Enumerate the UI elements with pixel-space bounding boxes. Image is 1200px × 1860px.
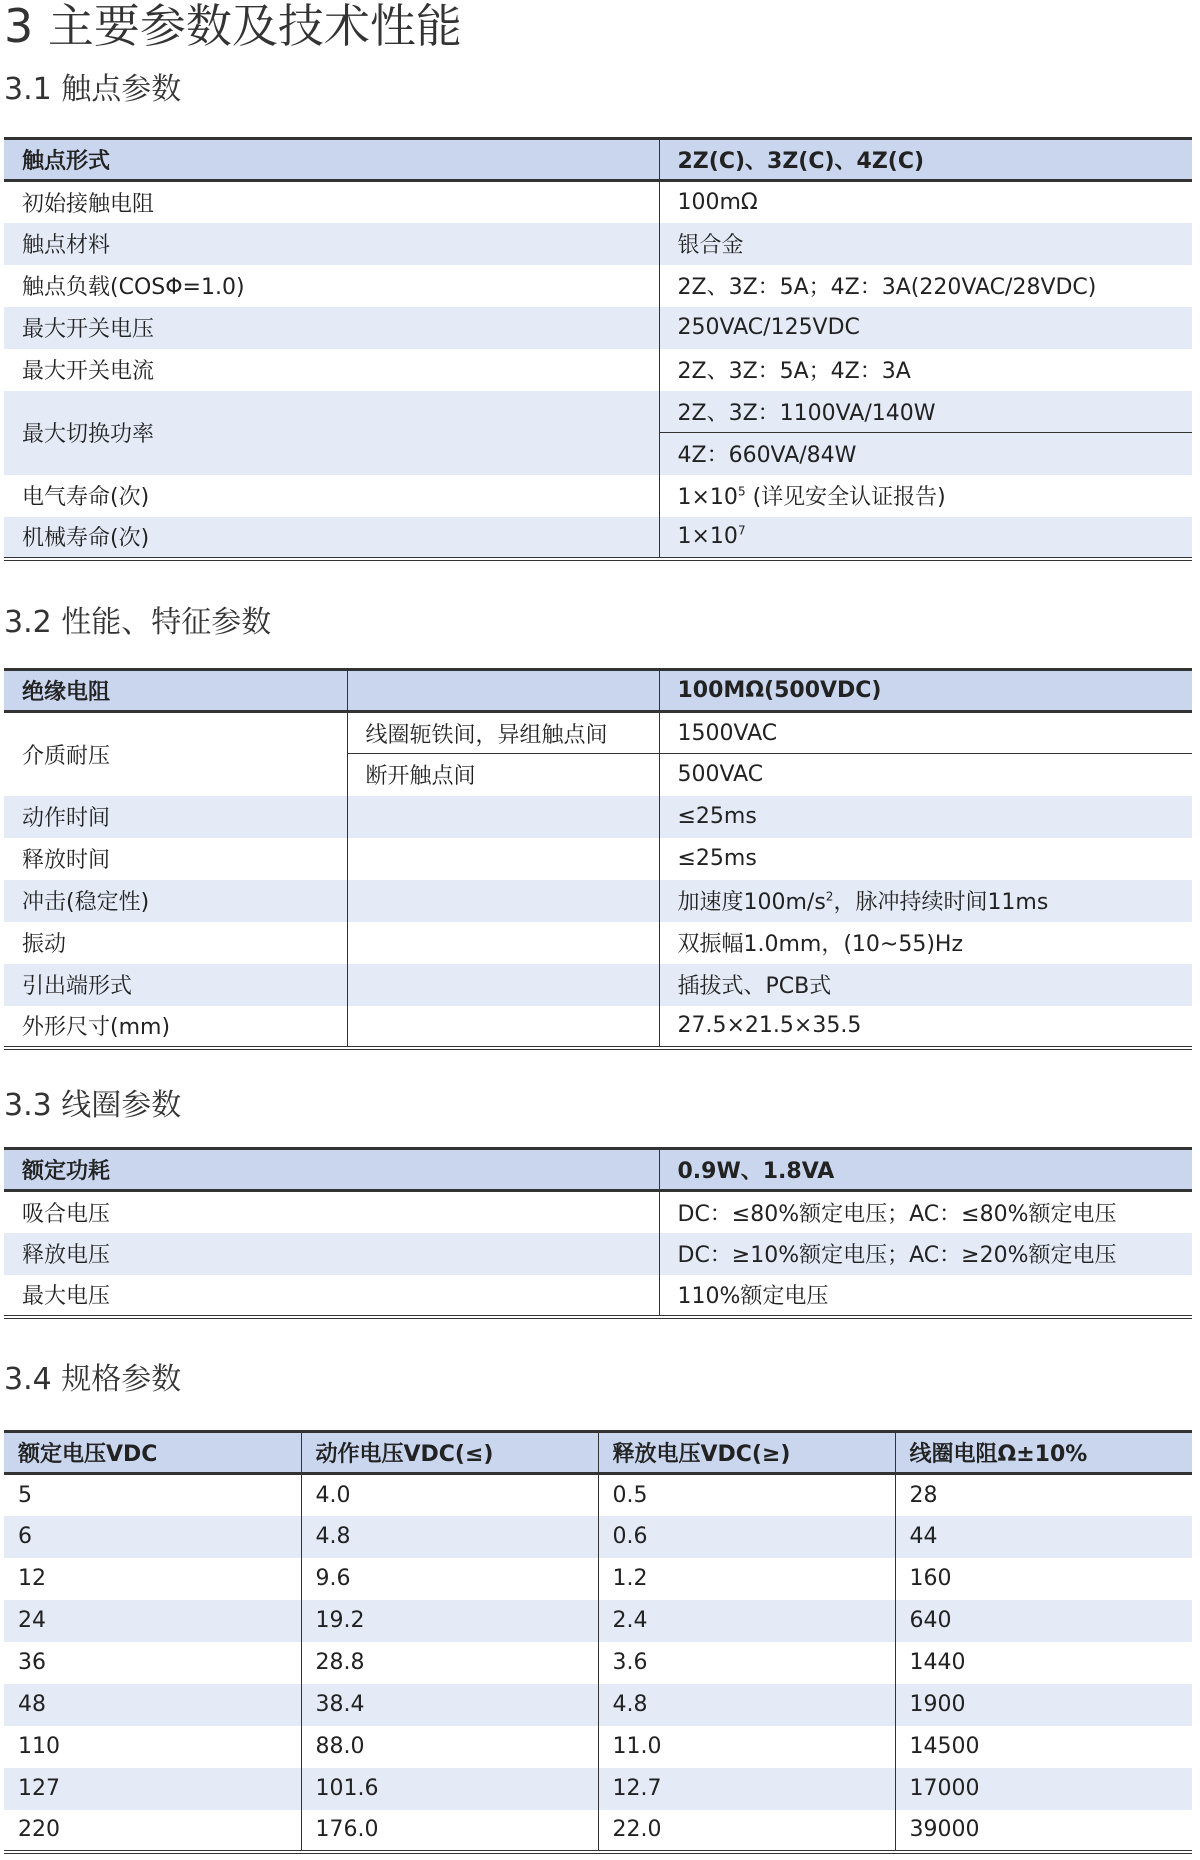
param-sublabel: [347, 796, 659, 838]
value-base: 加速度100m/s: [677, 890, 826, 915]
param-value: 4Z：660VA/84W: [659, 433, 1192, 475]
param-value: [659, 517, 1192, 559]
table-row: [4, 1275, 1192, 1317]
table-row: [4, 1642, 1192, 1684]
table-cell: 101.6: [301, 1768, 598, 1810]
table-cell: 110: [4, 1726, 301, 1768]
param-value: 500VAC: [659, 754, 1192, 796]
value-exponent: 5: [737, 484, 746, 499]
table-row: [4, 307, 1192, 349]
table-cell: 1.2: [598, 1558, 895, 1600]
table-row: [4, 1768, 1192, 1810]
value-exponent: 2: [825, 889, 834, 904]
table-row: [4, 796, 1192, 838]
param-value: 250VAC/125VDC: [659, 307, 1192, 349]
table-cell: 38.4: [301, 1684, 598, 1726]
header-cell: 动作电压VDC(≤): [301, 1432, 598, 1474]
table-row: [4, 712, 1192, 754]
param-value: ≤25ms: [659, 838, 1192, 880]
table-header-row: [4, 670, 1192, 712]
table-cell: 176.0: [301, 1810, 598, 1852]
table-cell: 11.0: [598, 1726, 895, 1768]
table-cell: 17000: [895, 1768, 1192, 1810]
value-note: ，脉冲持续时间11ms: [833, 890, 1049, 915]
param-sublabel: 线圈轭铁间，异组触点间: [347, 712, 659, 754]
table-cell: 4.8: [301, 1516, 598, 1558]
page-title: 3 主要参数及技术性能: [4, 0, 462, 53]
table-row: [4, 1233, 1192, 1275]
table-row: [4, 1600, 1192, 1642]
param-value: [659, 880, 1192, 922]
table-cell: 4.0: [301, 1474, 598, 1516]
performance-params-table: [4, 668, 1192, 1050]
header-cell: [347, 670, 659, 712]
param-value: DC：≤80%额定电压；AC：≤80%额定电压: [659, 1191, 1192, 1233]
table-row: [4, 349, 1192, 391]
value-exponent: 7: [737, 523, 746, 538]
table-cell: 44: [895, 1516, 1192, 1558]
section-title-performance: 3.2 性能、特征参数: [4, 605, 272, 640]
table-header-row: [4, 1432, 1192, 1474]
param-label: 触点材料: [4, 223, 659, 265]
table-row: [4, 964, 1192, 1006]
param-label: 初始接触电阻: [4, 181, 659, 223]
table-cell: 22.0: [598, 1810, 895, 1852]
param-sublabel: [347, 922, 659, 964]
table-row: [4, 838, 1192, 880]
table-row: [4, 1191, 1192, 1233]
header-cell: 2Z(C)、3Z(C)、4Z(C): [659, 139, 1192, 181]
table-cell: 220: [4, 1810, 301, 1852]
param-label: 动作时间: [4, 796, 347, 838]
param-value: 2Z、3Z：5A；4Z：3A: [659, 349, 1192, 391]
param-sublabel: [347, 838, 659, 880]
table-cell: 36: [4, 1642, 301, 1684]
table-row: [4, 391, 1192, 433]
param-value: 27.5×21.5×35.5: [659, 1006, 1192, 1048]
param-label: 释放时间: [4, 838, 347, 880]
param-value: 100mΩ: [659, 181, 1192, 223]
param-label: 引出端形式: [4, 964, 347, 1006]
table-row: [4, 181, 1192, 223]
param-label: 触点负载(COSΦ=1.0): [4, 265, 659, 307]
table-cell: 3.6: [598, 1642, 895, 1684]
param-label: 最大开关电流: [4, 349, 659, 391]
table-cell: 12.7: [598, 1768, 895, 1810]
param-value: 插拔式、PCB式: [659, 964, 1192, 1006]
table-header-row: [4, 139, 1192, 181]
param-value: [659, 475, 1192, 517]
param-label: 振动: [4, 922, 347, 964]
table-row: [4, 1558, 1192, 1600]
header-cell: 0.9W、1.8VA: [659, 1149, 1192, 1191]
section-title-coil: 3.3 线圈参数: [4, 1088, 182, 1123]
table-cell: 48: [4, 1684, 301, 1726]
section-title-specs: 3.4 规格参数: [4, 1362, 182, 1397]
param-label: 机械寿命(次): [4, 517, 659, 559]
table-cell: 24: [4, 1600, 301, 1642]
table-cell: 640: [895, 1600, 1192, 1642]
value-base: 1×10: [677, 485, 738, 510]
table-row: [4, 475, 1192, 517]
table-cell: 1900: [895, 1684, 1192, 1726]
param-label: 电气寿命(次): [4, 475, 659, 517]
table-cell: 1440: [895, 1642, 1192, 1684]
param-value: 2Z、3Z：5A；4Z：3A(220VAC/28VDC): [659, 265, 1192, 307]
specs-table: [4, 1430, 1192, 1854]
param-sublabel: [347, 964, 659, 1006]
param-value: ≤25ms: [659, 796, 1192, 838]
param-label: 外形尺寸(mm): [4, 1006, 347, 1048]
table-cell: 88.0: [301, 1726, 598, 1768]
table-cell: 28.8: [301, 1642, 598, 1684]
table-cell: 39000: [895, 1810, 1192, 1852]
table-cell: 0.6: [598, 1516, 895, 1558]
header-cell: 线圈电阻Ω±10%: [895, 1432, 1192, 1474]
param-label: 介质耐压: [4, 712, 347, 796]
table-row: [4, 1516, 1192, 1558]
header-cell: 100MΩ(500VDC): [659, 670, 1192, 712]
table-cell: 2.4: [598, 1600, 895, 1642]
param-value: DC：≥10%额定电压；AC：≥20%额定电压: [659, 1233, 1192, 1275]
param-value: 1500VAC: [659, 712, 1192, 754]
param-sublabel: [347, 880, 659, 922]
table-row: [4, 1474, 1192, 1516]
header-cell: 额定电压VDC: [4, 1432, 301, 1474]
section-title-contact: 3.1 触点参数: [4, 72, 182, 107]
table-row: [4, 517, 1192, 559]
param-value: 110%额定电压: [659, 1275, 1192, 1317]
param-label: 最大切换功率: [4, 391, 659, 475]
param-sublabel: 断开触点间: [347, 754, 659, 796]
table-row: [4, 922, 1192, 964]
table-cell: 6: [4, 1516, 301, 1558]
param-label: 释放电压: [4, 1233, 659, 1275]
table-row: [4, 880, 1192, 922]
param-value: 银合金: [659, 223, 1192, 265]
contact-params-table: [4, 137, 1192, 561]
param-value: 双振幅1.0mm，(10~55)Hz: [659, 922, 1192, 964]
value-note: (详见安全认证报告): [745, 485, 946, 510]
table-cell: 5: [4, 1474, 301, 1516]
table-row: [4, 223, 1192, 265]
param-label: 最大开关电压: [4, 307, 659, 349]
coil-params-table: [4, 1147, 1192, 1319]
table-row: [4, 1006, 1192, 1048]
param-value: 2Z、3Z：1100VA/140W: [659, 391, 1192, 433]
param-label: 吸合电压: [4, 1191, 659, 1233]
table-cell: 12: [4, 1558, 301, 1600]
param-label: 最大电压: [4, 1275, 659, 1317]
table-row: [4, 1810, 1192, 1852]
table-row: [4, 265, 1192, 307]
table-cell: 14500: [895, 1726, 1192, 1768]
table-cell: 4.8: [598, 1684, 895, 1726]
value-base: 1×10: [677, 524, 738, 549]
table-cell: 19.2: [301, 1600, 598, 1642]
table-cell: 9.6: [301, 1558, 598, 1600]
header-cell: 触点形式: [4, 139, 659, 181]
header-cell: 额定功耗: [4, 1149, 659, 1191]
table-cell: 28: [895, 1474, 1192, 1516]
table-cell: 127: [4, 1768, 301, 1810]
table-cell: 0.5: [598, 1474, 895, 1516]
header-cell: 释放电压VDC(≥): [598, 1432, 895, 1474]
param-sublabel: [347, 1006, 659, 1048]
table-row: [4, 1726, 1192, 1768]
header-cell: 绝缘电阻: [4, 670, 347, 712]
table-row: [4, 1684, 1192, 1726]
param-label: 冲击(稳定性): [4, 880, 347, 922]
table-cell: 160: [895, 1558, 1192, 1600]
table-header-row: [4, 1149, 1192, 1191]
